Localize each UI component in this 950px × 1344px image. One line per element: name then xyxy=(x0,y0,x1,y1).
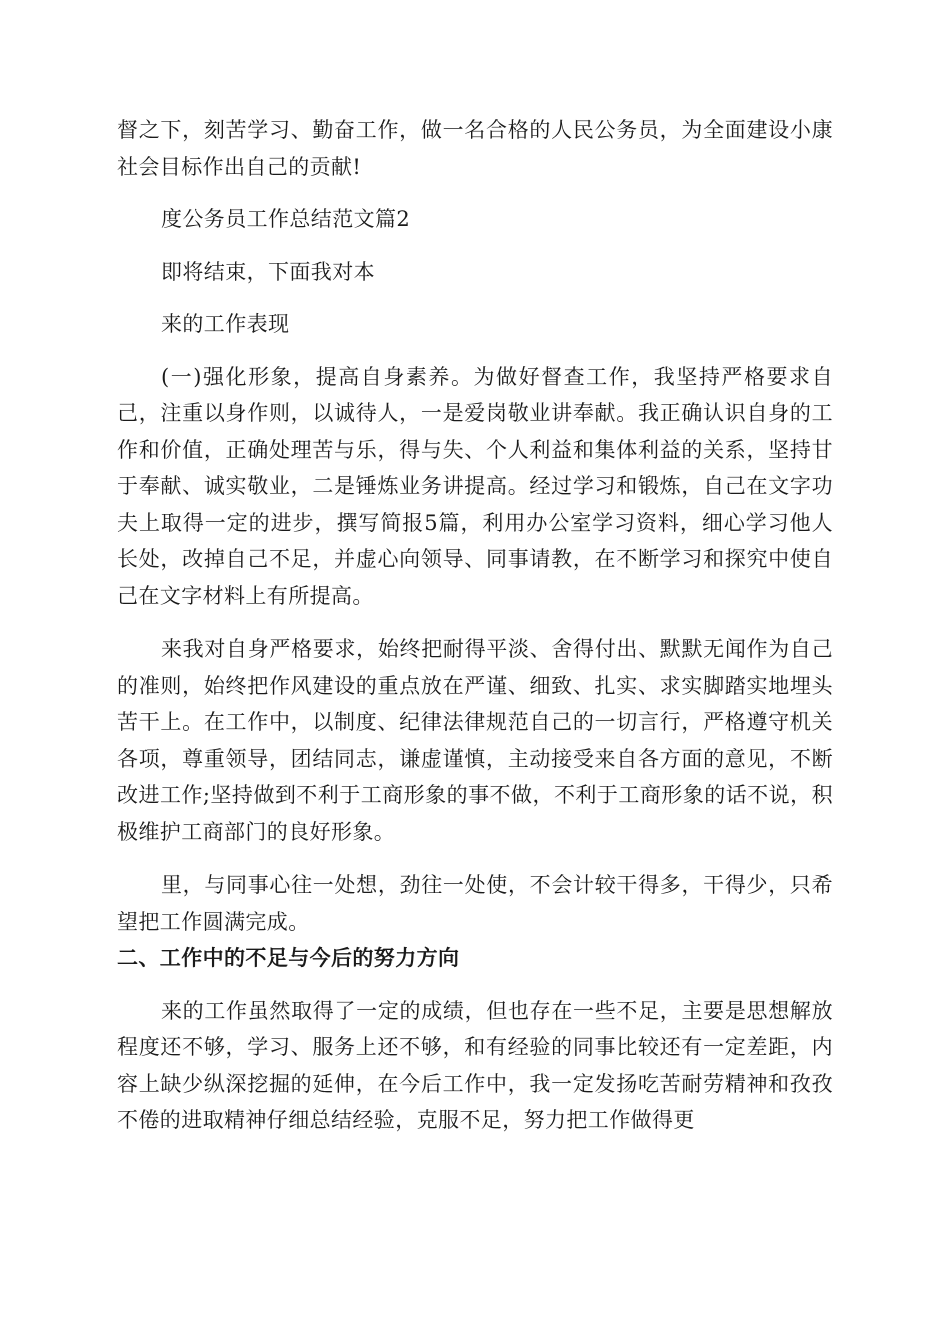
paragraph-teamwork: 里，与同事心往一处想，劲往一处使，不会计较干得多，干得少，只希望把工作圆满完成。 xyxy=(117,873,833,934)
document-page xyxy=(117,112,833,1139)
section-title-part2: 度公务员工作总结范文篇2 xyxy=(161,207,411,231)
intro-line: 即将结束，下面我对本 xyxy=(161,259,375,284)
paragraph-shortcomings: 来的工作虽然取得了一定的成绩，但也存在一些不足，主要是思想解放程度还不够，学习、服务上还不够，和有经验的同事比较还有一定差距，内容上缺少纵深挖掘的延伸，在今后工作中，我一定发扬吃苦耐劳精神和孜孜不倦的进取精神仔细总结经验，克服不足，努力把工作做得更 xyxy=(117,998,833,1132)
paragraph-self-discipline: 来我对自身严格要求，始终把耐得平淡、舍得付出、默默无闻作为自己的准则，始终把作风建设的重点放在严谨、细致、扎实、求实脚踏实地埋头苦干上。在工作中，以制度、纪律法律规范自己的一切言行，严格遵守机关各项，尊重领导，团结同志，谦虚谨慎，主动接受来自各方面的意见，不断改进工作;坚持做到不利于工商形象的事不做，不利于工商形象的话不说，积极维护工商部门的良好形象。 xyxy=(117,637,833,844)
section-heading: 二、工作中的不足与今后的努力方向 xyxy=(117,946,460,970)
intro-line-2: 来的工作表现 xyxy=(161,312,290,336)
paragraph-image-building: (一)强化形象，提高自身素养。为做好督查工作，我坚持严格要求自己，注重以身作则，以诚待人，一是爱岗敬业讲奉献。我正确认识自身的工作和价值，正确处理苦与乐，得与失、个人利益和集体利益的关系，坚持甘于奉献、诚实敬业，二是锤炼业务讲提高。经过学习和锻炼，自己在文字功夫上取得一定的进步，撰写简报5篇，利用办公室学习资料，细心学习他人长处，改掉自己不足，并虚心向领导、同事请教，在不断学习和探究中使自己在文字材料上有所提高。 xyxy=(117,364,833,608)
paragraph-closing: 督之下，刻苦学习、勤奋工作，做一名合格的人民公务员，为全面建设小康社会目标作出自己的贡献! xyxy=(117,118,833,179)
